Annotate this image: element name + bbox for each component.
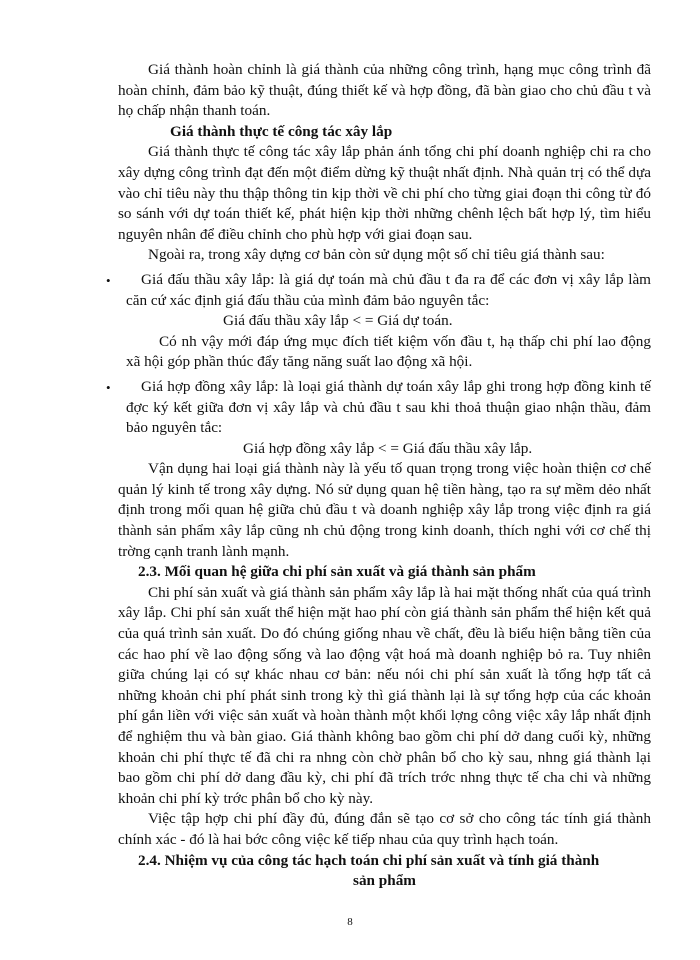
page-content (106, 60, 651, 892)
paragraph-apply-prices: Vận dụng hai loại giá thành này là yếu tố quan trọng trong việc hoàn thiện cơ chế quản lý kinh tế trong xây dựng. Nó sử dụng quan hệ tiền hàng, tạo ra sự mềm dẻo nhất định trong mối quan hệ giữa chủ đầu t và doanh nghiệp xây lắp trong việc định ra giá thành sản phẩm xây lắp cũng nh chủ động trong kinh doanh, thích nghi với cơ chế thị trờng cạnh tranh lành mạnh. (118, 460, 651, 560)
heading-section-2-4: 2.4. Nhiệm vụ của công tác hạch toán chi phí sản xuất và tính giá thành (138, 851, 600, 869)
formula-bid-price: Giá đấu thầu xây lắp < = Giá dự toán. (223, 312, 453, 330)
formula-contract-price: Giá hợp đồng xây lắp < = Giá đấu thầu xây lắp. (243, 439, 533, 457)
heading-section-2-3: 2.3. Mối quan hệ giữa chi phí sản xuất và giá thành sản phẩm (138, 563, 536, 581)
bullet-item-bid-price (106, 270, 651, 311)
paragraph-cost-relation: Chi phí sản xuất và giá thành sản phẩm xây lắp là hai mặt thống nhất của quá trình xây lắp. Chi phí sản xuất thể hiện mặt hao phí còn giá thành sản phẩm thể hiện kết quả của quá trình sản xuất. Do đó chúng giống nhau về chất, đều là biểu hiện bằng tiền của các hao phí về lao động sống và lao động vật hoá mà doanh nghiệp bỏ ra. Tuy nhiên giữa chúng lại có sự khác nhau cơ bản: nếu nói chi phí sản xuất là tổng hợp tất cả những khoản chi phí phát sinh trong kỳ thì giá thành lại là sự tổng hợp của các khoản phí gắn liền với việc sản xuất và hoàn thành một khối lợng công việc xây lắp nhất định để nghiệm thu và bàn giao. Giá thành không bao gồm chi phí dở dang cuối kỳ, những khoản chi phí thực tế đã chi ra nhng còn chờ phân bổ cho kỳ sau, nhng giá thành lại bao gồm chi phí dở dang đầu kỳ, chi phí đã trích trớc nhng thực tế cha chi và những khoản chi phí kỳ trớc phân bổ cho kỳ này. (118, 583, 651, 807)
paragraph-other-indicators: Ngoài ra, trong xây dựng cơ bản còn sử dụng một số chỉ tiêu giá thành sau: (148, 246, 605, 264)
paragraph-actual-cost: Giá thành thực tế công tác xây lắp phản ánh tổng chi phí doanh nghiệp chi ra cho xây dựng công trình đạt đến một điểm dừng kỹ thuật nhất định. Nhà quản trị có thể dựa vào chỉ tiêu này thu thập thông tin kịp thời về chi phí cho từng giai đoạn thi công từ đó so sánh với dự toán thiết kế, phát hiện kịp thời những chênh lệch bất hợp lý, tìm hiểu nguyên nhân để điều chỉnh cho phù hợp với giai đoạn sau. (118, 143, 651, 243)
heading-actual-cost: Giá thành thực tế công tác xây lắp (170, 122, 393, 140)
bullet-icon: • (106, 379, 111, 395)
paragraph-cost-collection: Việc tập hợp chi phí đầy đủ, đúng đắn sẽ tạo cơ sở cho công tác tính giá thành chính xác - đó là hai bớc công việc kế tiếp nhau của quy trình hạch toán. (118, 810, 651, 848)
bullet-text: Giá hợp đồng xây lắp: là loại giá thành dự toán xây lắp ghi trong hợp đồng kinh tế đợc ký kết giữa đơn vị xây lắp và chủ đầu t sau khi thoả thuận giao nhận thầu, đảm bảo nguyên tắc: (126, 377, 651, 437)
bullet-item-contract-price (106, 377, 651, 439)
page-number: 8 (347, 916, 353, 928)
paragraph-bid-note: Có nh vậy mới đáp ứng mục đích tiết kiệm vốn đầu t, hạ thấp chi phí lao động xã hội góp phần thúc đẩy tăng năng suất lao động xã hội. (126, 332, 651, 371)
bullet-text: Giá đấu thầu xây lắp: là giá dự toán mà chủ đầu t đa ra để các đơn vị xây lắp làm căn cứ xác định giá đấu thầu của mình đảm bảo nguyên tắc: (126, 270, 651, 309)
paragraph-complete-cost: Giá thành hoàn chỉnh là giá thành của những công trình, hạng mục công trình đã hoàn chỉnh, đảm bảo kỹ thuật, đúng thiết kế và hợp đồng, đã bàn giao cho chủ đầu t và họ chấp nhận thanh toán. (118, 61, 651, 120)
heading-section-2-4-cont: sản phẩm (353, 872, 416, 890)
bullet-icon: • (106, 272, 111, 288)
